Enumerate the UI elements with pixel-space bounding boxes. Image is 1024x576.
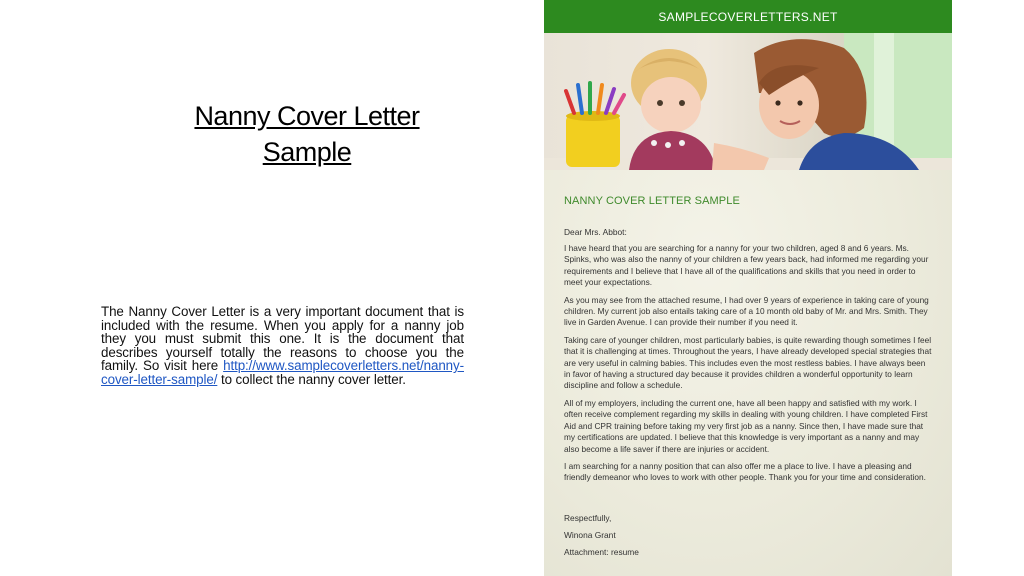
letter-signoff: [564, 510, 932, 561]
letter-content: [544, 195, 952, 561]
letter-paragraph-2: As you may see from the attached resume, I had over 9 years of experience in taking care of young children. My current job also entails taking care of a 10 month old baby of Mr. and Mrs. Smith. They live in Garden Avenue. I can provide their number if you need it.: [564, 294, 929, 328]
slide-title: [150, 98, 464, 170]
letter-closing: Respectfully,: [564, 512, 612, 523]
description-text: The Nanny Cover Letter is a very important document that is included with the resume. When you apply for a nanny job they you must submit this one. It is the document that describes yourself totally the reasons to choose you the family. So visit here: [101, 304, 464, 373]
letter-paragraph-4: All of my employers, including the current one, have all been happy and satisfied with my work. I often receive complement regarding my skills in dealing with young children. I have completed First Aid and CPR training before taking my very first job as a nanny. Since then, I have made sure that my certifications are updated. I believe that this knowledge is very important as a nanny and may also become a life saver if there are injuries or accident.: [564, 397, 928, 454]
letter-paragraph-5: I am searching for a nanny position that can also offer me a place to live. I have a pleasing and friendly demeanor who loves to work with other people. Thank you for your time and consideration.: [564, 460, 926, 483]
cover-letter-image: [544, 0, 952, 576]
photo-illustration: [544, 33, 952, 170]
letter-signature: Winona Grant: [564, 529, 616, 540]
site-header-bar: SAMPLECOVERLETTERS.NET: [544, 0, 952, 33]
letter-heading: NANNY COVER LETTER SAMPLE: [564, 195, 740, 207]
letter-paragraph-3: Taking care of younger children, most particularly babies, is quite rewarding though sometimes I feel that it is challenging at times. Throughout the years, I have already developed special strategies that are very useful in calming babies. This includes even the most restless babies. I have always been in favor of having a structured day because it provides children a wonderful opportunity to learn discipline and follow a schedule.: [564, 334, 932, 391]
sample-link[interactable]: http://www.samplecoverletters.net/nanny-cover-letter-sample/: [101, 358, 464, 387]
slide-description: [101, 305, 464, 386]
description-tail: to collect the nanny cover letter.: [217, 371, 406, 387]
slide-title-line-2: Sample: [262, 137, 352, 167]
letter-paragraph-1: I have heard that you are searching for a nanny for your two children, aged 8 and 6 years. Ms. Spinks, who was also the nanny of your children a few years back, had informed me regarding your requirements and I believe that I have all of the qualifications and skills that you need in order to meet your expectations.: [564, 243, 929, 288]
slide-title-line-1: Nanny Cover Letter: [194, 101, 420, 131]
nanny-child-photo: [544, 33, 952, 170]
letter-attachment: Attachment: resume: [564, 546, 639, 557]
letter-salutation: Dear Mrs. Abbot:: [564, 227, 627, 237]
